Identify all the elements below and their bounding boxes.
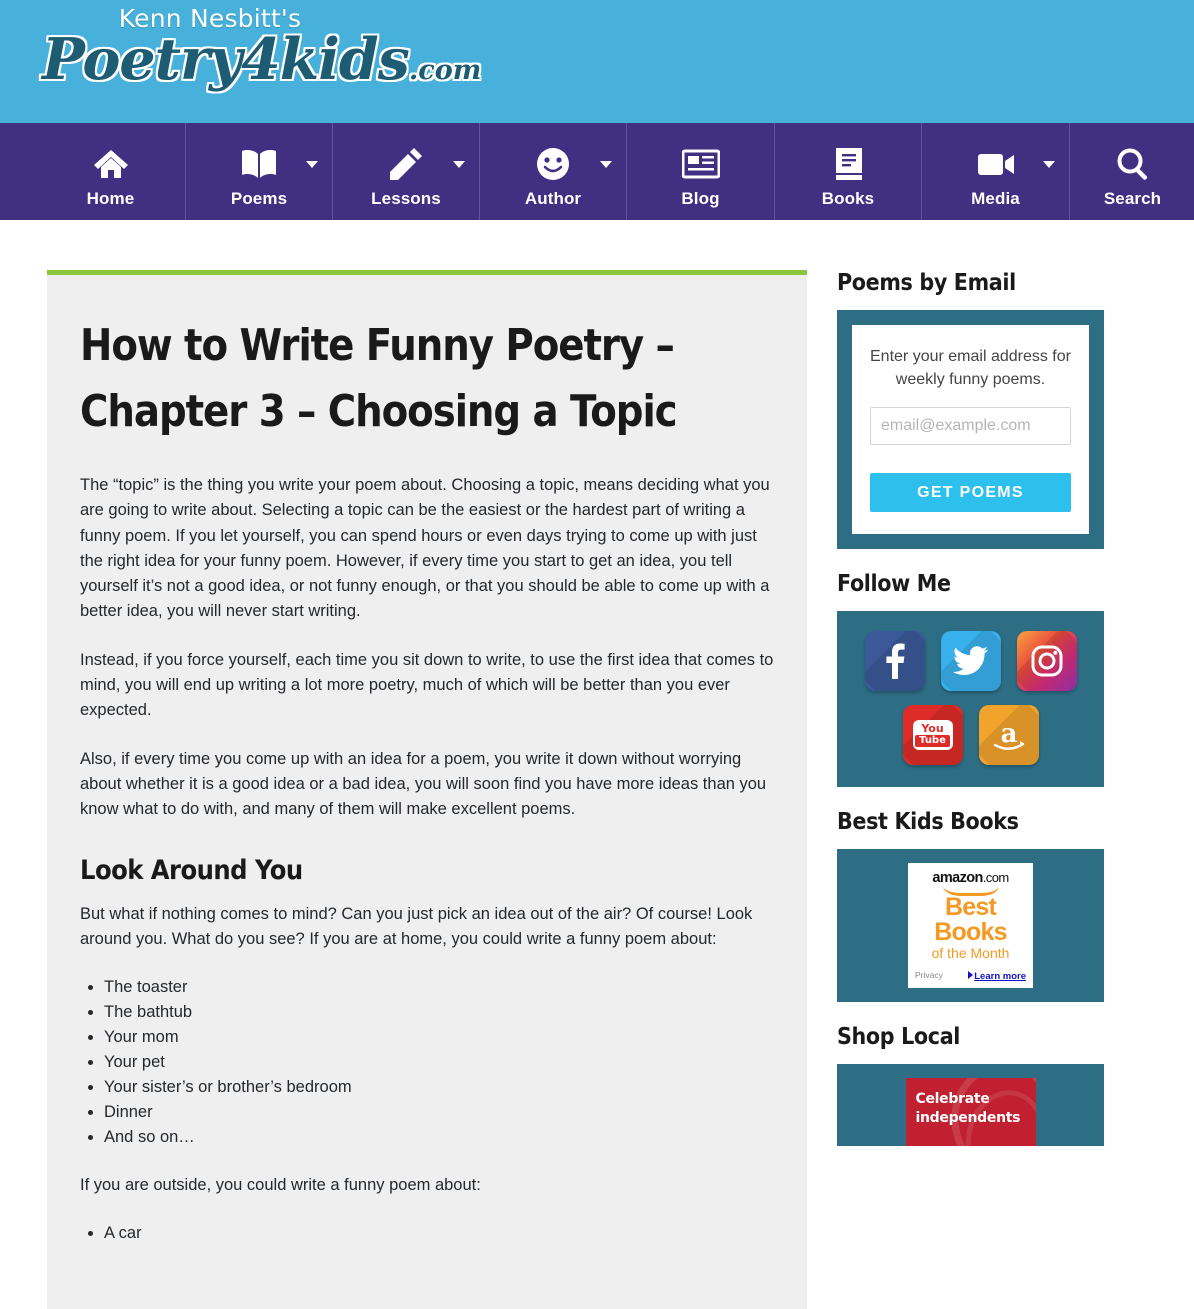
page-title: How to Write Funny Poetry – Chapter 3 – Choosing a Topic (80, 320, 677, 437)
outside-intro: If you are outside, you could write a funny poem about: (80, 1176, 481, 1195)
social-row-bottom (855, 705, 1086, 765)
nav-item-author[interactable] (480, 123, 627, 220)
nav-spacer-left (0, 123, 36, 220)
nav-item-search[interactable] (1070, 123, 1194, 220)
main-content (47, 270, 807, 1309)
ad-privacy-link[interactable]: Privacy (915, 970, 943, 980)
nav-item-blog[interactable] (627, 123, 775, 220)
nav-item-lessons-label: Lessons (371, 189, 441, 208)
pencil-icon (389, 145, 423, 183)
amazon-logo-tld: .com (982, 870, 1009, 885)
main-navigation (0, 120, 1194, 220)
amazon-best-books-ad[interactable] (908, 863, 1033, 988)
nav-item-lessons[interactable] (333, 123, 480, 220)
sidebar (837, 270, 1104, 1168)
article-paragraph: Also, if every time you come up with an idea for a poem, you write it down without worrying about whether it is a good idea or a bad idea, you will soon find you have more ideas than you know what to do with, and many of them will make excellent poems. (80, 749, 767, 819)
shop-ad-line-1: Celebrate (915, 1091, 990, 1107)
social-widget-box (837, 611, 1104, 787)
facebook-icon[interactable] (865, 631, 925, 691)
chevron-down-icon[interactable] (1043, 161, 1055, 168)
nav-item-media[interactable] (922, 123, 1070, 220)
list-item: • Your pet (104, 1050, 774, 1075)
shop-ad-text (916, 1090, 1026, 1128)
widget-poems-by-email (837, 270, 1104, 549)
section-intro: But what if nothing comes to mind? Can you just pick an idea out of the air? Of course! Look around you. What do you see? If you are at home, you could write a funny poem about: (80, 904, 753, 948)
ad-learn-more-wrap[interactable] (968, 966, 1026, 984)
email-widget-box (837, 310, 1104, 549)
smiley-icon (536, 145, 570, 183)
widget-follow-me (837, 571, 1104, 787)
list-item: • A car (104, 1221, 774, 1246)
social-row-top (855, 631, 1086, 691)
email-form (852, 325, 1089, 534)
chevron-down-icon[interactable] (453, 161, 465, 168)
outside-topics-list (80, 1221, 774, 1246)
chevron-down-icon[interactable] (306, 161, 318, 168)
nav-item-home[interactable] (36, 123, 186, 220)
logo-brand-text: Poetry4kids (42, 26, 409, 93)
youtube-badge (913, 720, 953, 750)
widget-title: Shop Local (837, 1024, 961, 1050)
nav-item-poems[interactable] (186, 123, 333, 220)
article-paragraph: The “topic” is the thing you write your poem about. Choosing a topic, means deciding what you are going to write about. Selecting a topic can be the easiest or the hardest part of writing a funny poem. If you let yourself, you can spend hours or even days trying to come up with just the right idea for your funny poem. However, if every time you start to get an idea, you tell yourself it’s not a good idea, or not funny enough, or that you should be able to come up with a better idea, you will never start writing. (80, 476, 770, 621)
instagram-icon[interactable] (1017, 631, 1077, 691)
list-item: • Dinner (104, 1100, 774, 1125)
widget-best-kids-books (837, 809, 1104, 1002)
widget-shop-local (837, 1024, 1104, 1146)
nav-item-poems-label: Poems (230, 189, 288, 208)
list-item: • Your sister’s or brother’s bedroom (104, 1075, 774, 1100)
youtube-you-text: You (921, 722, 944, 735)
books-ad-box (837, 849, 1104, 1002)
nav-item-books-label: Books (821, 189, 875, 208)
youtube-tube-text: Tube (915, 735, 950, 747)
book-icon (833, 145, 863, 183)
chevron-down-icon[interactable] (600, 161, 612, 168)
ad-line-1: Best (945, 893, 996, 921)
youtube-icon[interactable] (903, 705, 963, 765)
nav-item-media-label: Media (971, 189, 1020, 208)
video-icon (977, 145, 1015, 183)
search-icon (1116, 145, 1150, 183)
amazon-logo (914, 870, 1027, 886)
ad-learn-more-link[interactable]: Learn more (974, 971, 1026, 982)
list-item: • The toaster (104, 975, 774, 1000)
nav-item-home-label: Home (86, 189, 135, 208)
logo-tagline: Kenn Nesbitt's (118, 4, 302, 33)
home-topics-list (80, 975, 774, 1150)
widget-title: Best Kids Books (837, 809, 1019, 835)
news-icon (682, 145, 720, 183)
widget-title: Poems by Email (837, 270, 1016, 296)
page-body (0, 220, 1194, 1309)
widget-title: Follow Me (837, 571, 951, 597)
list-item: • And so on… (104, 1125, 774, 1150)
shop-local-ad[interactable] (906, 1078, 1036, 1146)
shop-ad-line-2: independents (915, 1110, 1021, 1126)
list-item: • Your mom (104, 1025, 774, 1050)
nav-item-search-label: Search (1103, 189, 1162, 208)
book-open-icon (240, 145, 278, 183)
nav-item-books[interactable] (775, 123, 922, 220)
get-poems-button[interactable]: GET POEMS (870, 473, 1071, 512)
logo-brand (40, 26, 482, 102)
home-icon (93, 145, 129, 183)
nav-item-blog-label: Blog (681, 189, 720, 208)
ad-footer (914, 966, 1027, 984)
triangle-right-icon (968, 971, 973, 979)
article (47, 270, 807, 1309)
svg-text:a: a (1000, 719, 1017, 749)
ad-line-3: of the Month (931, 945, 1010, 961)
ad-line-2: Books (934, 918, 1007, 946)
amazon-logo-text: amazon (932, 870, 983, 886)
shop-ad-box (837, 1064, 1104, 1146)
list-item: • The bathtub (104, 1000, 774, 1025)
email-prompt: Enter your email address for weekly funny poems. (870, 348, 1071, 388)
nav-item-author-label: Author (524, 189, 582, 208)
article-paragraph: Instead, if you force yourself, each time you sit down to write, to use the first idea that comes to mind, you will end up writing a lot more poetry, much of which will be better than you ever expected. (80, 650, 774, 720)
amazon-icon[interactable] (979, 705, 1039, 765)
site-logo[interactable] (40, 2, 482, 114)
site-header (0, 0, 1194, 120)
logo-brand-tld: .com (408, 55, 482, 86)
twitter-icon[interactable] (941, 631, 1001, 691)
email-input[interactable] (870, 407, 1071, 445)
section-heading: Look Around You (80, 854, 303, 886)
